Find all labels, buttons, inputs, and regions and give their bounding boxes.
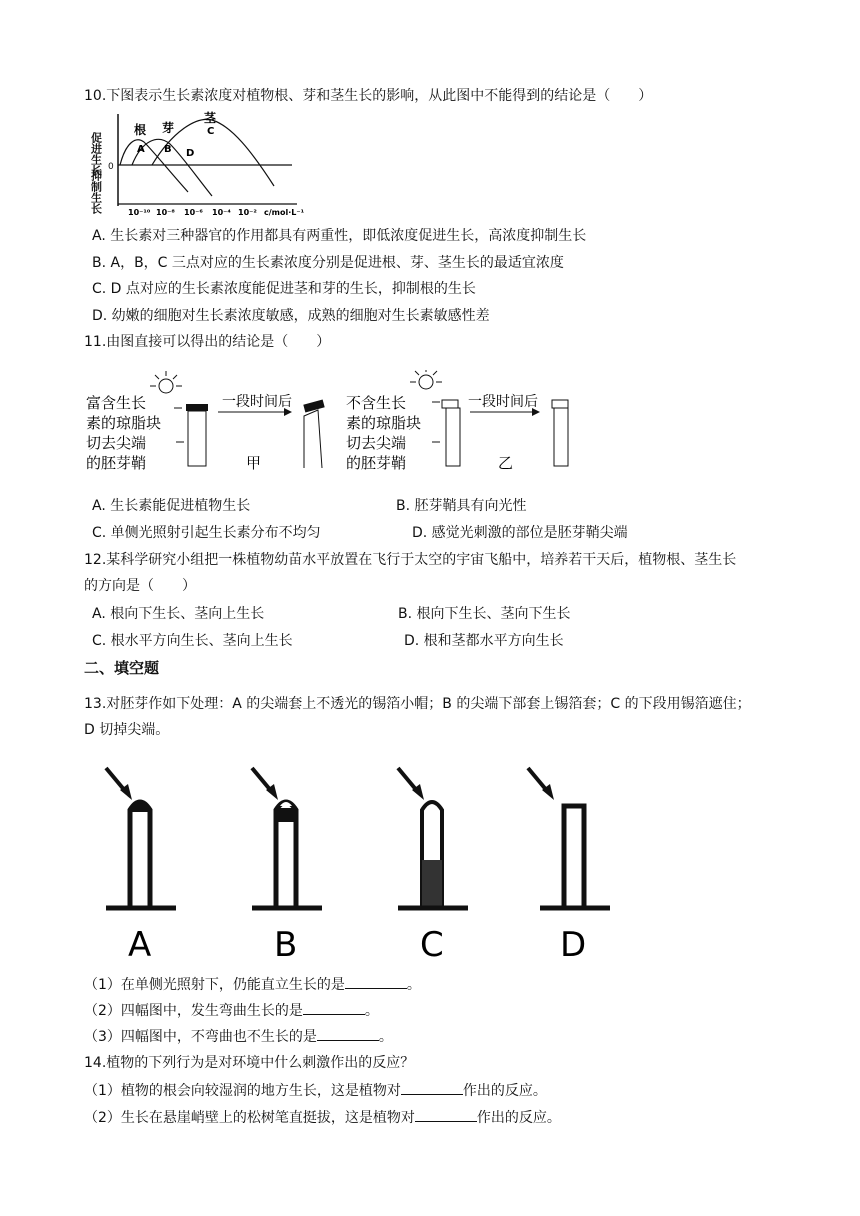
point-label-a: A bbox=[137, 144, 145, 155]
fig-label-b: B bbox=[274, 925, 298, 965]
curve-label-root: 根 bbox=[134, 123, 147, 137]
fig-left-label: 素的琼脂块 bbox=[86, 414, 162, 432]
fig-label-c: C bbox=[420, 925, 444, 965]
answer-blank[interactable] bbox=[401, 1080, 463, 1095]
q11-coleoptile-figure bbox=[84, 370, 584, 480]
agar-block-plain bbox=[442, 400, 458, 408]
coleoptile-right-after bbox=[554, 408, 568, 466]
q14-sub2-text: （2）生长在悬崖峭壁上的松树笔直挺拔，这是植物对 bbox=[84, 1110, 415, 1126]
q13-coleoptile-figure bbox=[96, 760, 616, 965]
fig-right-name: 乙 bbox=[498, 454, 514, 472]
q12-option-d[interactable]: D. 根和茎都水平方向生长 bbox=[404, 633, 564, 649]
q11-option-a[interactable]: A. 生长素能促进植物生长 bbox=[92, 498, 251, 514]
fig-label-a: A bbox=[128, 925, 152, 965]
q13-stem-line1: 13.对胚芽作如下处理：A 的尖端套上不透光的锡箔小帽；B 的尖端下部套上锡箔套；C 的下段用锡箔遮住； bbox=[84, 696, 751, 712]
q14-sub1-text: （1）植物的根会向较湿润的地方生长，这是植物对 bbox=[84, 1083, 401, 1099]
q12-option-b[interactable]: B. 根向下生长、茎向下生长 bbox=[398, 606, 571, 622]
coleoptile-a bbox=[130, 802, 150, 906]
coleoptile-right bbox=[446, 408, 460, 466]
q13-sub1 bbox=[84, 974, 421, 995]
q13-sub3-text: （3）四幅图中，不弯曲也不生长的是 bbox=[84, 1029, 317, 1045]
fig-left-arrow-label: 一段时间后 bbox=[222, 394, 292, 410]
answer-blank[interactable] bbox=[345, 974, 407, 989]
q12-stem-line2: 的方向是（ ） bbox=[84, 578, 196, 594]
q11-option-c[interactable]: C. 单侧光照射引起生长素分布不均匀 bbox=[92, 525, 321, 541]
curve-root bbox=[120, 140, 188, 192]
fig-right-label: 不含生长 bbox=[346, 394, 407, 412]
sun-icon bbox=[150, 371, 182, 393]
tick-label: 10⁻¹⁰ bbox=[128, 208, 151, 217]
q14-sub1-tail: 作出的反应。 bbox=[462, 1083, 547, 1099]
q14-sub2-tail: 作出的反应。 bbox=[476, 1110, 561, 1126]
q13-sub3 bbox=[84, 1026, 393, 1047]
foil-cover-c bbox=[422, 860, 442, 906]
q10-option-a[interactable]: A. 生长素对三种器官的作用都具有两重性，即低浓度促进生长，高浓度抑制生长 bbox=[92, 228, 587, 244]
q13-sub2 bbox=[84, 1000, 379, 1021]
period: 。 bbox=[364, 1003, 379, 1019]
fig-right-arrow-label: 一段时间后 bbox=[468, 394, 538, 410]
q10-option-d[interactable]: D. 幼嫩的细胞对生长素浓度敏感，成熟的细胞对生长素敏感性差 bbox=[92, 308, 490, 324]
curve-label-stem: 茎 bbox=[204, 111, 217, 125]
point-label-d: D bbox=[186, 148, 195, 159]
section-title: 二、填空题 bbox=[84, 659, 160, 677]
agar-block-plain-after bbox=[552, 400, 568, 408]
q12-option-a[interactable]: A. 根向下生长、茎向上生长 bbox=[92, 606, 265, 622]
q10-option-b[interactable]: B. A，B，C 三点对应的生长素浓度分别是促进根、芽、茎生长的最适宜浓度 bbox=[92, 255, 564, 271]
coleoptile-left-bent bbox=[304, 410, 322, 468]
q12-stem-line1: 12.某科学研究小组把一株植物幼苗水平放置在飞行于太空的宇宙飞船中，培养若干天后，植物根、茎生长 bbox=[84, 552, 737, 568]
q12-option-c[interactable]: C. 根水平方向生长、茎向上生长 bbox=[92, 633, 293, 649]
q13-stem-line2: D 切掉尖端。 bbox=[84, 722, 170, 738]
q10-stem: 10.下图表示生长素浓度对植物根、芽和茎生长的影响，从此图中不能得到的结论是（ ） bbox=[84, 88, 653, 104]
svg-text:促进生长: 促进生长 bbox=[89, 132, 103, 176]
q13-sub1-text: （1）在单侧光照射下，仍能直立生长的是 bbox=[84, 977, 345, 993]
fig-right-label: 切去尖端 bbox=[346, 434, 407, 452]
coleoptile-d bbox=[564, 806, 584, 906]
fig-left-label: 的胚芽鞘 bbox=[86, 454, 147, 472]
answer-blank[interactable] bbox=[317, 1026, 379, 1041]
tick-label: 10⁻⁸ bbox=[156, 208, 175, 217]
q14-sub2 bbox=[84, 1107, 561, 1128]
fig-right-label: 素的琼脂块 bbox=[346, 414, 422, 432]
chart-y-label-bottom: 抑制生长 bbox=[89, 170, 103, 214]
sun-icon bbox=[410, 370, 442, 389]
q14-stem: 14.植物的下列行为是对环境中什么刺激作出的反应？ bbox=[84, 1055, 415, 1071]
q10-auxin-chart bbox=[89, 111, 322, 217]
period: 。 bbox=[378, 1029, 393, 1045]
fig-right-label: 的胚芽鞘 bbox=[346, 454, 407, 472]
answer-blank[interactable] bbox=[415, 1107, 477, 1122]
period: 。 bbox=[406, 977, 421, 993]
curve-label-bud: 芽 bbox=[162, 121, 175, 135]
chart-y-zero-label: 0 bbox=[108, 162, 114, 172]
answer-blank[interactable] bbox=[303, 1000, 365, 1015]
fig-label-d: D bbox=[560, 925, 587, 965]
tick-label: 10⁻² bbox=[238, 208, 257, 217]
tick-label: 10⁻⁴ bbox=[212, 208, 231, 217]
point-label-b: B bbox=[164, 144, 172, 155]
q13-sub2-text: （2）四幅图中，发生弯曲生长的是 bbox=[84, 1003, 303, 1019]
tick-label: 10⁻⁶ bbox=[184, 208, 203, 217]
agar-block-rich bbox=[186, 404, 208, 411]
coleoptile-left bbox=[188, 411, 206, 466]
q11-option-d[interactable]: D. 感觉光刺激的部位是胚芽鞘尖端 bbox=[412, 525, 628, 541]
fig-left-name: 甲 bbox=[246, 454, 262, 472]
fig-left-label: 切去尖端 bbox=[86, 434, 147, 452]
point-label-c: C bbox=[207, 126, 215, 137]
fig-left-label: 富含生长 bbox=[86, 394, 147, 412]
q14-sub1 bbox=[84, 1080, 547, 1101]
chart-x-unit: c/mol·L⁻¹ bbox=[264, 208, 305, 217]
q11-option-b[interactable]: B. 胚芽鞘具有向光性 bbox=[396, 498, 527, 514]
q11-stem: 11.由图直接可以得出的结论是（ ） bbox=[84, 334, 331, 350]
q10-option-c[interactable]: C. D 点对应的生长素浓度能促进茎和芽的生长，抑制根的生长 bbox=[92, 281, 476, 297]
